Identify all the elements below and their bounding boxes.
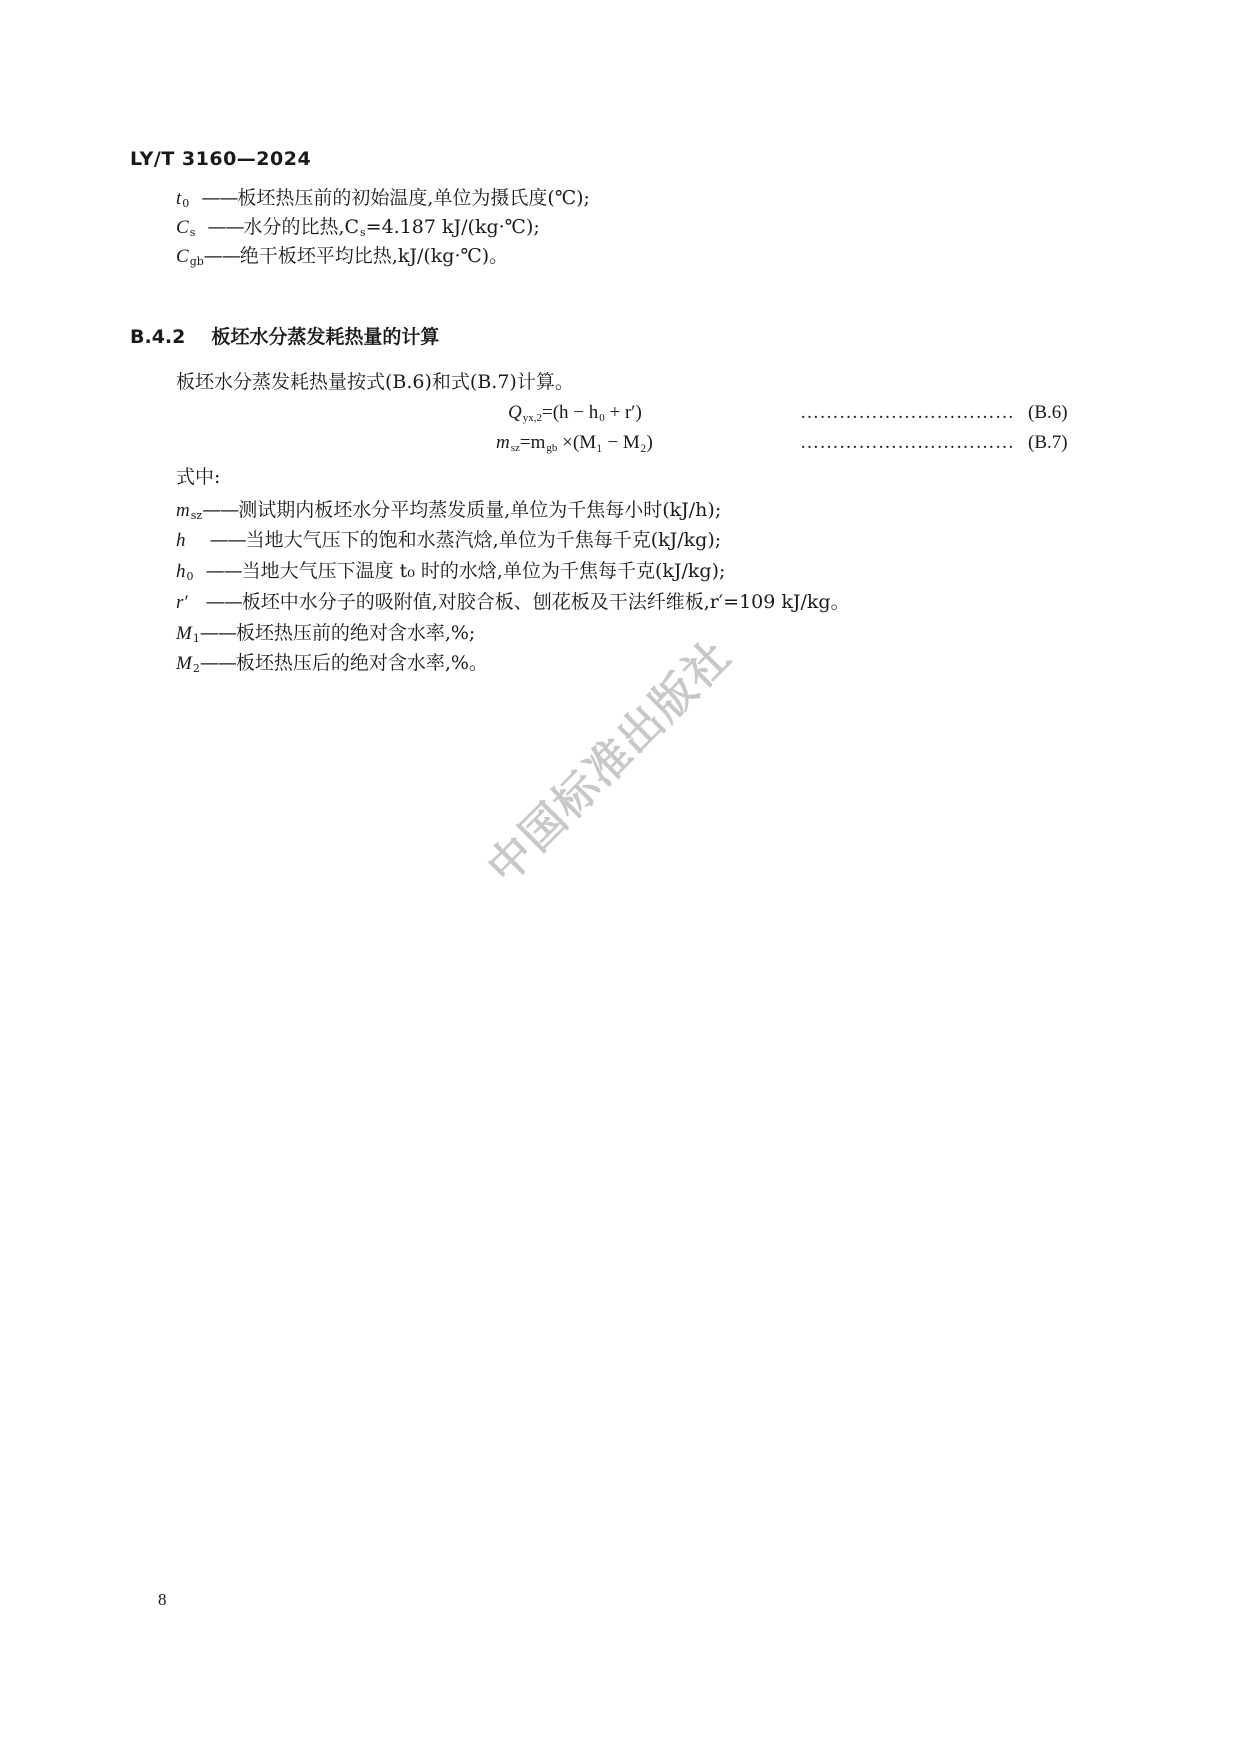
definition-text: 当地大气压下温度 t₀ 时的水焓,单位为千焦每千克(kJ/kg); <box>241 560 726 582</box>
symbol: r′ <box>176 592 188 613</box>
leader-dots: …………………………… <box>800 432 1015 453</box>
definition-text-subscript: s <box>360 226 366 239</box>
intro-text: 板坯水分蒸发耗热量按式(B.6)和式(B.7)计算。 <box>176 371 574 393</box>
section-number: B.4.2 <box>130 326 186 348</box>
definition-h <box>176 528 721 553</box>
definition-text: 板坯热压前的初始温度,单位为摄氏度(℃); <box>237 187 590 209</box>
formula-rhs-subscript: 0 <box>599 412 605 424</box>
definition-cgb <box>176 244 508 274</box>
separator: —— <box>207 216 244 238</box>
symbol-subscript: sz <box>190 509 203 522</box>
formula-rhs-tail: + r′) <box>604 402 642 423</box>
definition-text: 绝干板坯平均比热,kJ/(kg·℃)。 <box>239 245 509 267</box>
definition-t0 <box>176 186 590 216</box>
definition-text: 测试期内板坯水分平均蒸发质量,单位为千焦每小时(kJ/h); <box>238 499 722 521</box>
separator: —— <box>201 187 238 209</box>
formula-lhs: Q <box>508 402 522 423</box>
formula-rhs: =(h − h <box>541 402 599 423</box>
equation-number: (B.7) <box>1028 432 1068 453</box>
equation-number: (B.6) <box>1028 402 1068 423</box>
symbol: h <box>176 530 186 551</box>
symbol: t <box>176 188 182 209</box>
formula-lhs: m <box>496 432 510 453</box>
symbol-subscript: 1 <box>192 632 200 645</box>
separator: —— <box>203 245 240 267</box>
standard-code-header: LY/T 3160—2024 <box>130 148 312 170</box>
separator: —— <box>199 622 236 644</box>
definition-text: 水分的比热,C <box>243 216 360 238</box>
definition-text: 板坯中水分子的吸附值,对胶合板、刨花板及干法纤维板,r′=109 kJ/kg。 <box>241 591 850 613</box>
symbol-subscript: 2 <box>192 662 200 675</box>
page-number: 8 <box>158 1590 167 1609</box>
separator: —— <box>205 560 242 582</box>
symbol: M <box>176 653 192 674</box>
definition-r-prime <box>176 590 850 615</box>
section-heading <box>130 322 439 349</box>
leader-dots: …………………………… <box>800 402 1015 423</box>
formula-lhs-subscript: sz <box>510 442 520 454</box>
symbol: C <box>176 246 189 267</box>
symbol: M <box>176 623 192 644</box>
symbol-subscript: 0 <box>186 570 194 583</box>
formula-b6 <box>508 402 642 424</box>
formula-rhs-tail: ×(M₁ − M₂) <box>557 432 653 453</box>
separator: —— <box>205 591 242 613</box>
symbol: h <box>176 561 186 582</box>
definition-h0 <box>176 559 725 589</box>
definition-msz <box>176 498 721 528</box>
definition-m1 <box>176 621 475 651</box>
formula-b7 <box>496 432 653 454</box>
separator: —— <box>209 529 246 551</box>
formula-rhs-subscript: gb <box>546 442 558 454</box>
definition-text: 当地大气压下的饱和水蒸汽焓,单位为千焦每千克(kJ/kg); <box>245 529 722 551</box>
separator: —— <box>202 499 239 521</box>
definition-cs <box>176 215 540 245</box>
definition-m2 <box>176 651 488 681</box>
section-title: 板坯水分蒸发耗热量的计算 <box>211 326 440 348</box>
definition-text: 板坯热压后的绝对含水率,%。 <box>235 652 488 674</box>
symbol-subscript: 0 <box>182 197 190 210</box>
symbol: C <box>176 217 189 238</box>
formula-rhs: =m <box>519 432 546 453</box>
symbol-subscript: s <box>189 226 196 239</box>
where-label: 式中: <box>176 466 221 488</box>
symbol-subscript: gb <box>189 255 204 268</box>
formula-lhs-subscript: yx,2 <box>522 412 542 424</box>
definition-text-tail: =4.187 kJ/(kg·℃); <box>365 216 540 238</box>
separator: —— <box>199 652 236 674</box>
symbol: m <box>176 500 190 521</box>
publisher-watermark: 中国标准出版社 <box>477 630 742 894</box>
definition-text: 板坯热压前的绝对含水率,%; <box>235 622 476 644</box>
